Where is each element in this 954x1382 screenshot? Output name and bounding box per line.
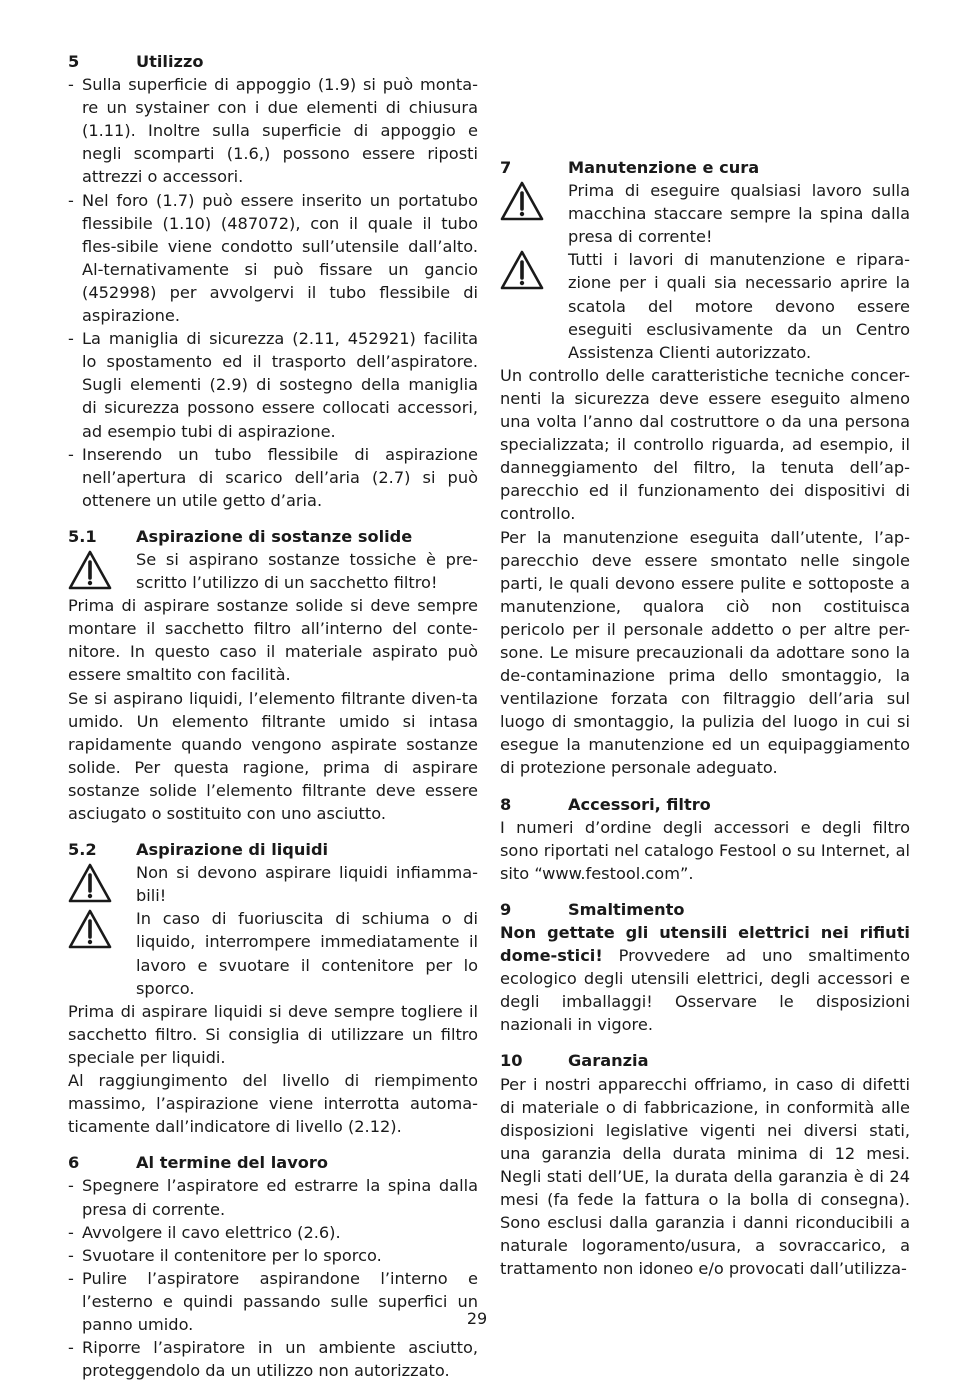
warning-text: Prima di eseguire qualsiasi lavoro sulla macchina staccare sempre la spina dalla presa di corrente!	[568, 181, 910, 247]
warning-triangle-icon	[68, 863, 112, 903]
warning-triangle-icon	[500, 250, 544, 290]
warning-triangle-icon	[68, 550, 112, 590]
list-item: - Svuotare il contenitore per lo sporco.	[68, 1244, 478, 1267]
paragraph: Per i nostri apparecchi offriamo, in caso di difetti di materiale o di fabbricazione, in conformità alle disposizioni legislative vigenti nei diversi stati, una garanzia della durata minima di 12 mesi. Negli stati dell’UE, la durata della garanzia è di 24 mesi (fa fede la fattura o la bolla di consegna). Sono esclusi dalla garanzia i danni riconducibili a naturale logoramento/usura, a sovraccarico, a trattamento non idoneo e/o provocati dall’utilizza-	[500, 1074, 910, 1279]
section-5-2-heading	[68, 838, 478, 861]
warning-block	[68, 548, 478, 594]
section-title: Utilizzo	[136, 52, 204, 71]
section-number: 5.2	[68, 840, 97, 860]
warning-block	[500, 179, 910, 248]
section-number: 9	[500, 899, 512, 919]
list-item: - Avvolgere il cavo elettrico (2.6).	[68, 1221, 478, 1244]
warning-text: Non si devono aspirare liquidi infiamma-bili!	[136, 863, 478, 906]
right-column	[500, 50, 910, 1280]
section-number: 5.1	[68, 526, 97, 546]
section-5-1-heading	[68, 525, 478, 548]
list-item: - Sulla superficie di appoggio (1.9) si può monta-re un systainer con i due elementi di chiusura (1.11). Inoltre sulla superficie di appoggio e negli scomparti (1.6,) possono essere riposti attrezzi o accessori.	[68, 73, 478, 188]
paragraph: I numeri d’ordine degli accessori e degli filtro sono riportati nel catalogo Festool o su Internet, al sito “www.festool.com”.	[500, 817, 910, 883]
section-5-heading	[68, 50, 478, 73]
section-title: Manutenzione e cura	[568, 158, 760, 177]
section-number: 10	[500, 1051, 523, 1071]
paragraph: Prima di aspirare liquidi si deve sempre togliere il sacchetto filtro. Si consiglia di utilizzare un filtro speciale per liquidi.	[68, 1001, 478, 1067]
warning-block	[68, 907, 478, 999]
section-title: Accessori, filtro	[568, 794, 711, 814]
section-number: 6	[68, 1153, 80, 1173]
left-column	[68, 50, 478, 1382]
section-title: Smaltimento	[568, 899, 685, 919]
warning-text: In caso di fuoriuscita di schiuma o di liquido, interrompere immediatamente il lavoro e svuotare il contenitore per lo sporco.	[136, 909, 478, 998]
section-title: Aspirazione di sostanze solide	[136, 526, 413, 546]
warning-triangle-icon	[500, 181, 544, 221]
page-number: 29	[466, 1309, 488, 1328]
warning-block	[68, 861, 478, 907]
section-title: Al termine del lavoro	[136, 1153, 328, 1173]
warning-block	[500, 248, 910, 363]
section-6-heading	[68, 1151, 478, 1174]
section-7-heading	[500, 156, 910, 179]
section-10-heading	[500, 1049, 910, 1072]
warning-triangle-icon	[68, 909, 112, 949]
paragraph: Un controllo delle caratteristiche tecniche concer-nenti la sicurezza deve essere eseguito almeno una volta l’anno dal costruttore o da una persona specializzata; il controllo riguarda, ad esempio, il danneggiamento del filtro, la tenuta dell’ap-parecchio ed il funzionamento dei dispositivi di controllo.	[500, 365, 910, 524]
list-item: - Inserendo un tubo flessibile di aspirazione nell’apertura di scarico dell’aria (2.7) si può ottenere un utile getto d’aria.	[68, 443, 478, 512]
section-8-heading	[500, 793, 910, 816]
paragraph: Prima di aspirare sostanze solide si deve sempre montare il sacchetto filtro all’interno del conte-nitore. In questo caso il materiale aspirato può essere smaltito con facilità.	[68, 596, 478, 685]
section-title: Garanzia	[568, 1051, 649, 1071]
list-item: - Riporre l’aspiratore in un ambiente asciutto, proteggendolo da un utilizzo non autorizzato.	[68, 1336, 478, 1382]
paragraph-text: Provvedere ad uno smaltimento ecologico degli utensili elettrici, degli accessori e degli imballaggi! Osservare le disposizioni nazionali in vigore.	[500, 946, 910, 1035]
list-item: - Spegnere l’aspiratore ed estrarre la spina dalla presa di corrente.	[68, 1174, 478, 1220]
list-item: - Nel foro (1.7) può essere inserito un portatubo flessibile (1.10) (487072), con il quale il tubo fles-sibile viene condotto sull’utensile dall’alto. Al-ternativamente si può fissare un gancio (452998) per avvolgervi il tubo flessibile di aspirazione.	[68, 189, 478, 328]
section-title: Aspirazione di liquidi	[136, 840, 329, 860]
paragraph: Per la manutenzione eseguita dall’utente, l’ap-parecchio deve essere smontato nelle singole parti, le quali devono essere pulite e sottoposte a manutenzione, qualora ciò non costituisca pericolo per il personale addetto o per altre per-sone. Le misure precauzionali da adottare sono la de-contaminazione prima dello smontaggio, la ventilazione forzata con filtraggio dell’aria sul luogo di smontaggio, la pulizia del luogo in cui si esegue la manutenzione ed un equipaggiamento di protezione personale adeguato.	[500, 527, 910, 778]
section-9-heading	[500, 898, 910, 921]
paragraph: Se si aspirano liquidi, l’elemento filtrante diven-ta umido. Un elemento filtrante umido si intasa rapidamente quando vengono aspirate sostanze solide. Per questa ragione, prima di aspirare sostanze solide l’elemento filtrante deve essere asciugato o sostituito con uno asciutto.	[68, 688, 478, 823]
section-number: 7	[500, 158, 512, 177]
section-number: 8	[500, 794, 512, 814]
bold-warning: Non gettate gli utensili elettrici nei rifiuti dome-stici!	[500, 923, 910, 966]
warning-text: Se si aspirano sostanze tossiche è pre-scritto l’utilizzo di un sacchetto filtro!	[136, 549, 478, 593]
warning-text: Tutti i lavori di manutenzione e ripara-zione per i quali sia necessario aprire la scatola del motore devono essere eseguiti esclusivamente da un Centro Assistenza Clienti autorizzato.	[568, 250, 910, 362]
section-5-list	[68, 73, 478, 512]
list-item: - Pulire l’aspiratore aspirandone l’interno e l’esterno e quindi passando sulle superfici un panno umido.	[68, 1267, 478, 1336]
list-item: - La maniglia di sicurezza (2.11, 452921) facilita lo spostamento ed il trasporto dell’aspiratore. Sugli elementi (2.9) di sostegno della maniglia di sicurezza possono essere collocati accessori, ad esempio tubi di aspirazione.	[68, 327, 478, 442]
paragraph: Al raggiungimento del livello di riempimento massimo, l’aspirazione viene interrotta automa-ticamente dall’indicatore di livello (2.12).	[68, 1071, 478, 1137]
paragraph	[500, 921, 910, 1036]
section-number: 5	[68, 52, 80, 71]
